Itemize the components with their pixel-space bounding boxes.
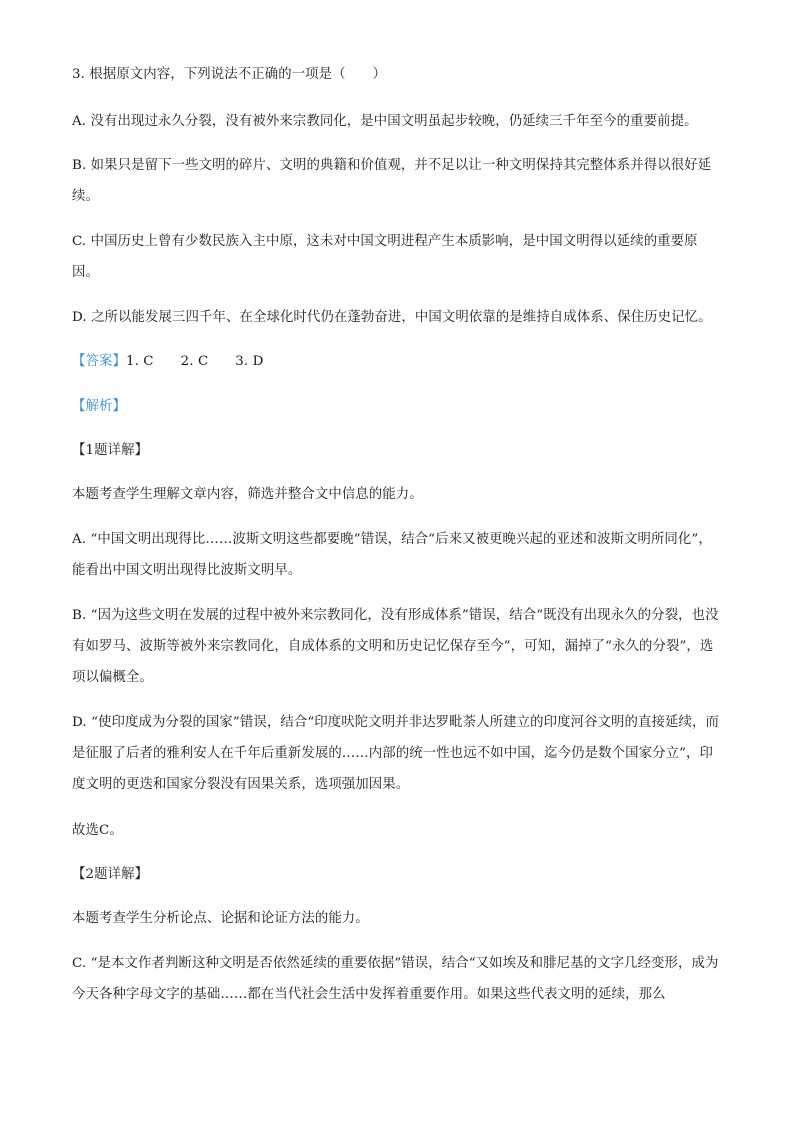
q1-conclusion: 故选C。 <box>72 823 123 838</box>
question3-option-b: B. 如果只是留下一些文明的碎片、文明的典籍和价值观，并不足以让一种文明保持其完整体系并得以很好延续。 <box>72 158 712 204</box>
answer-values: 1. C 2. C 3. D <box>125 354 264 369</box>
answer-line <box>72 346 724 377</box>
q1-heading: 【1题详解】 <box>72 443 149 458</box>
q1-item-a: A. “中国文明出现得比……波斯文明这些都要晚”错误，结合“后来又被更晚兴起的亚述和波斯文明所同化”，能看出中国文明出现得比波斯文明早。 <box>72 532 712 578</box>
answer-label: 【答案】 <box>72 354 126 369</box>
analysis-label: 【解析】 <box>72 399 126 414</box>
question3-option-a: A. 没有出现过永久分裂，没有被外来宗教同化，是中国文明虽起步较晚，仍延续三千年至今的重要前提。 <box>72 114 698 129</box>
question3-option-d: D. 之所以能发展三四千年、在全球化时代仍在蓬勃奋进，中国文明依靠的是维持自成体系、保住历史记忆。 <box>72 310 712 325</box>
q2-intro: 本题考查学生分析论点、论据和论证方法的能力。 <box>72 911 369 926</box>
question3-stem: 3. 根据原文内容，下列说法不正确的一项是（ ） <box>72 67 387 82</box>
question3-option-c: C. 中国历史上曾有少数民族入主中原，这未对中国文明进程产生本质影响，是中国文明得以延续的重要原因。 <box>72 234 698 280</box>
q1-intro: 本题考查学生理解文章内容，筛选并整合文中信息的能力。 <box>72 487 423 502</box>
q2-heading: 【2题详解】 <box>72 867 149 882</box>
q2-item-c: C. “是本文作者判断这种文明是否依然延续的重要依据”错误，结合“又如埃及和腓尼基的文字几经变形，成为今天各种字母文字的基础……都在当代社会生活中发挥着重要作用。如果这些代表文明的延续，那么 <box>72 956 719 1002</box>
q1-item-d: D. “使印度成为分裂的国家”错误，结合“印度吠陀文明并非达罗毗荼人所建立的印度河谷文明的直接延续，而是征服了后者的雅利安人在千年后重新发展的……内部的统一性也远不如中国，迄今仍是数个国家分立”，印度文明的更迭和国家分裂没有因果关系，选项强加因果。 <box>72 715 719 792</box>
q1-item-b: B. “因为这些文明在发展的过程中被外来宗教同化，没有形成体系”错误，结合“既没有出现永久的分裂，也没有如罗马、波斯等被外来宗教同化，自成体系的文明和历史记忆保存至今”，可知，漏掉了“永久的分裂”，选项以偏概全。 <box>72 608 719 685</box>
